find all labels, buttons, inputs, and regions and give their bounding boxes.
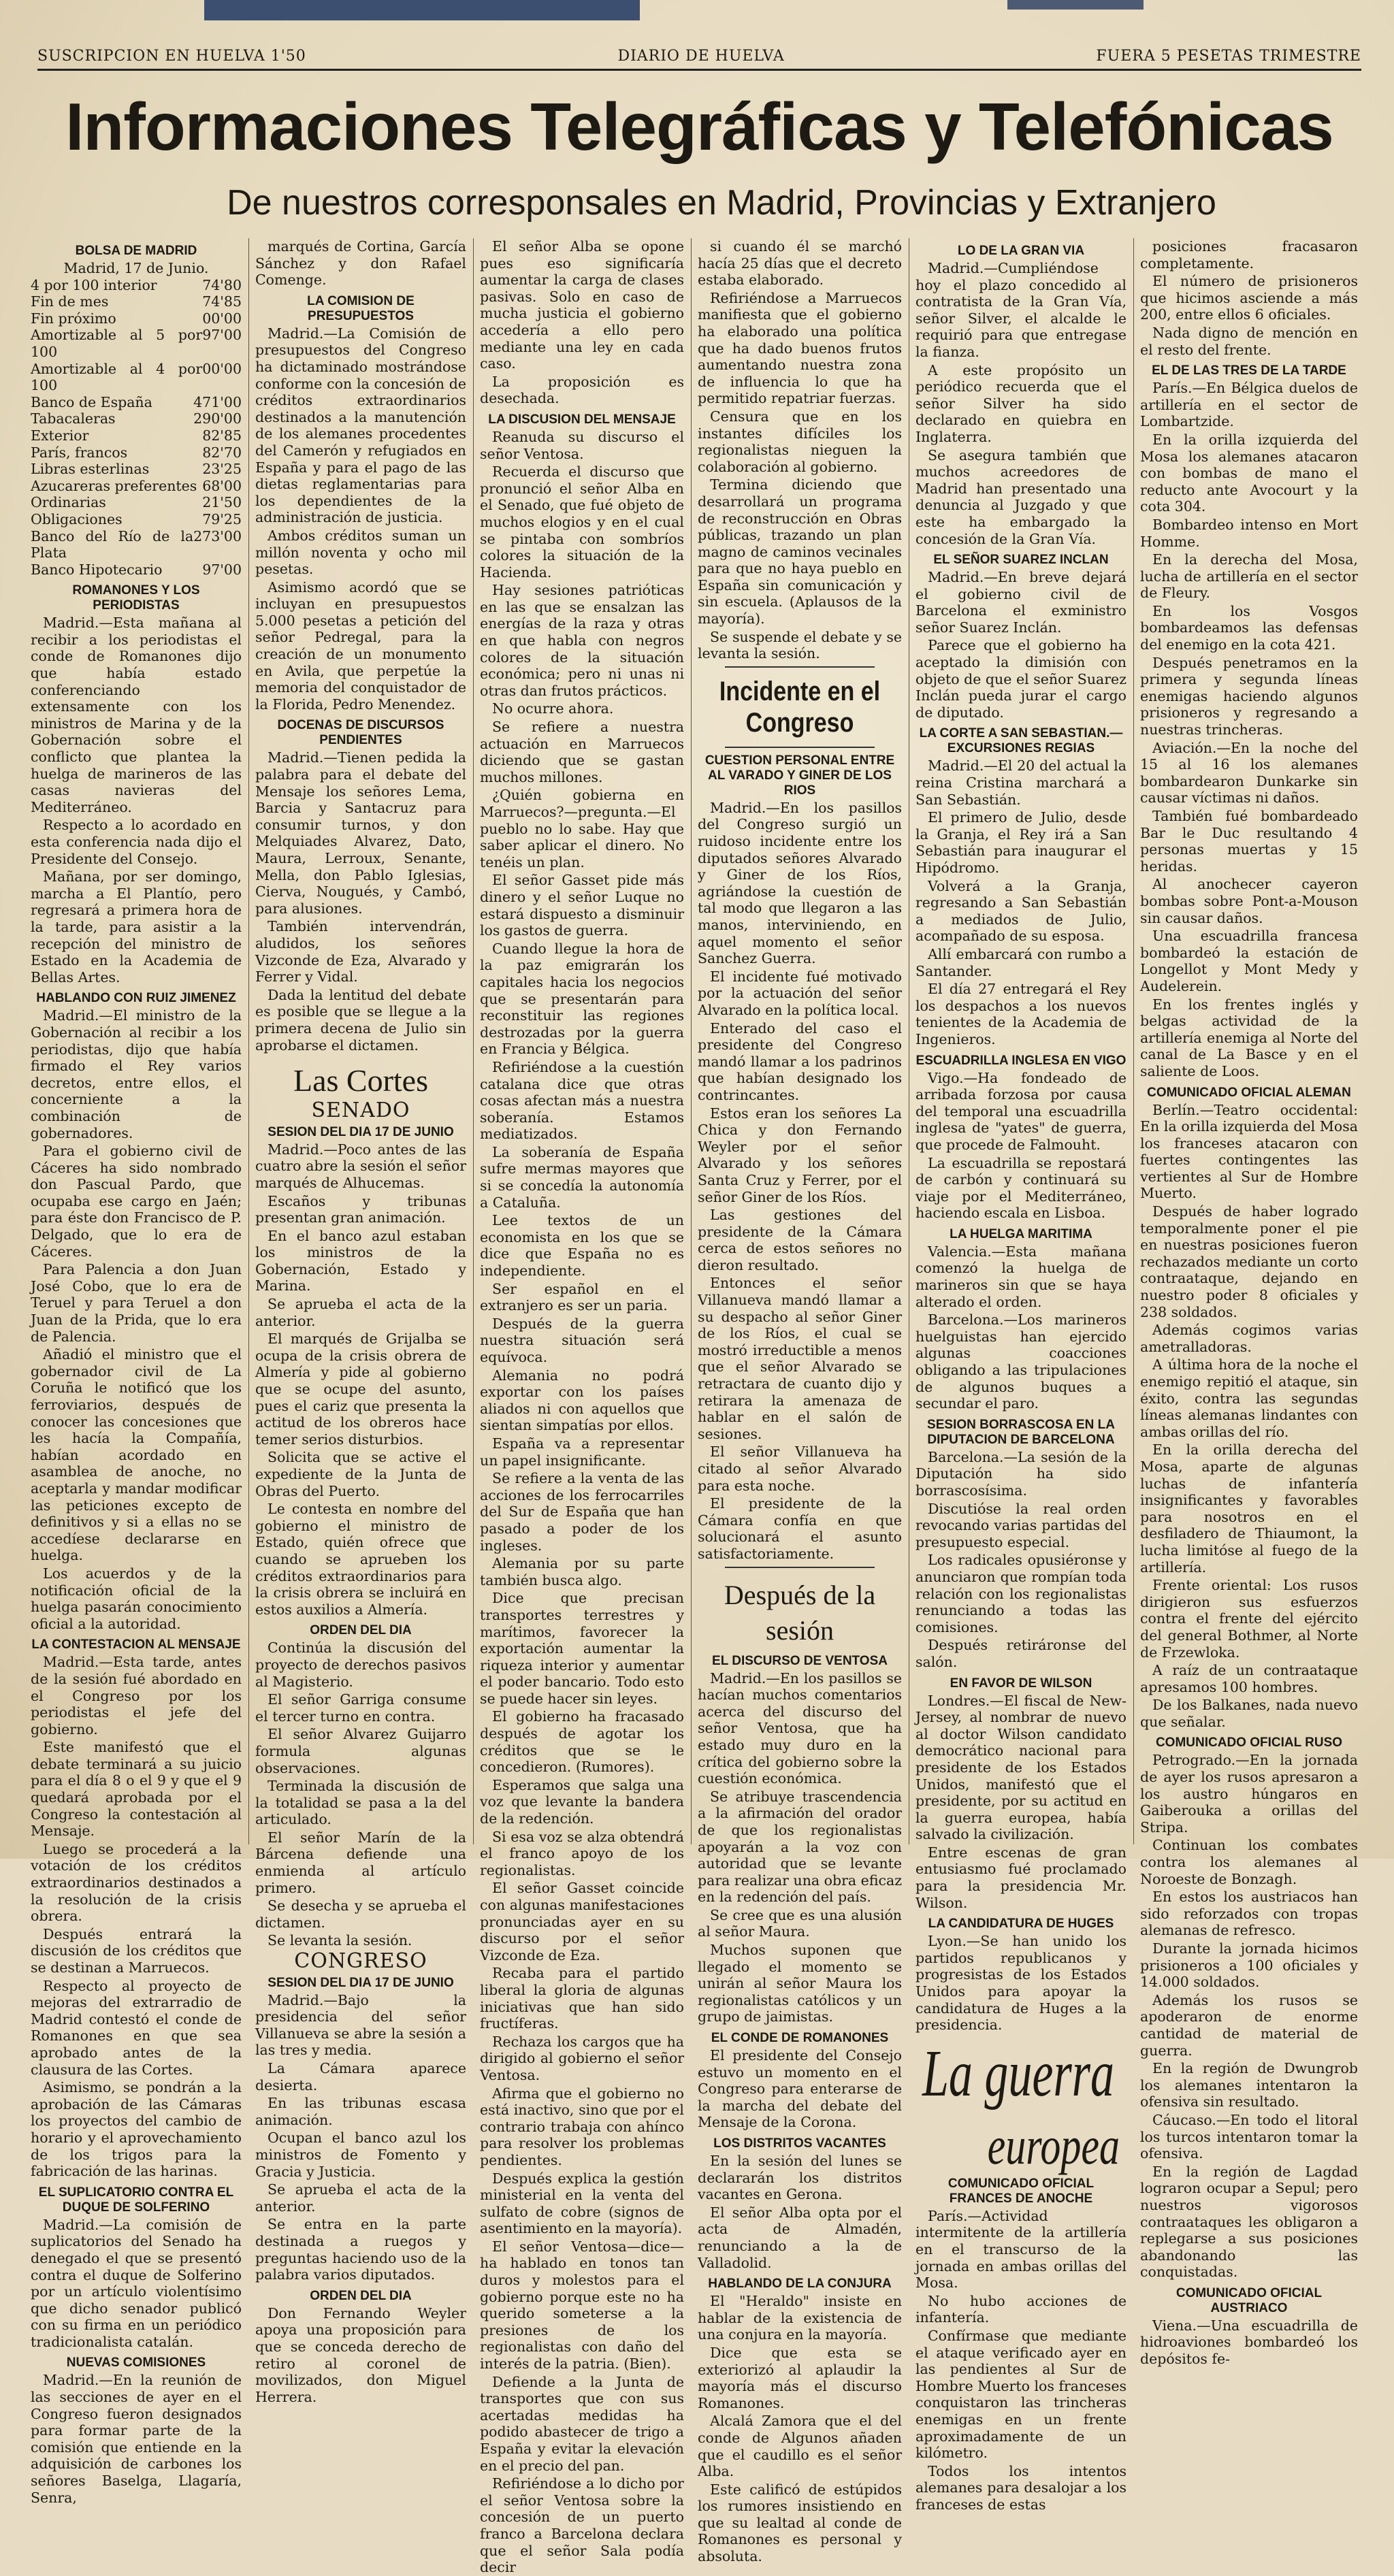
column-divider — [1133, 238, 1134, 1844]
section-title: ESCUADRILLA INGLESA EN VIGO — [915, 1053, 1126, 1068]
paragraph: Viena.—Una escuadrilla de hidroaviones bombardeó los depósitos fe- — [1140, 2317, 1358, 2368]
paragraph: Las gestiones del presidente de la Cámara cerca de estos señores no dieron resultado. — [698, 1207, 902, 1273]
paragraph: Asimismo acordó que se incluyan en presupuestos 5.000 pesetas a petición del señor Pedregal, para la creación de un monumento en Avila, que perpetúe la memoria del conquistador de la Florida, Pedro Menendez. — [255, 578, 466, 713]
stock-row — [31, 277, 242, 294]
paragraph: Si esa voz se alza obtendrá el franco apoyo de los regionalistas. — [480, 1828, 684, 1878]
incidente-heading: Incidente en el Congreso — [719, 676, 881, 738]
paragraph: marqués de Cortina, García Sánchez y don Rafael Comenge. — [255, 238, 466, 289]
paragraph: Confírmase que mediante el ataque verificado ayer en las pendientes al Sur de Hombre Muerto los franceses conquistaron las trincheras enemigas en un frente aproximadamente de un kilómetro. — [915, 2327, 1126, 2462]
paragraph: También intervendrán, aludidos, los señores Vizconde de Eza, Alvarado y Ferrer y Vidal. — [255, 918, 466, 985]
section-title: NUEVAS COMISIONES — [66, 2355, 206, 2370]
paragraph: El presidente de la Cámara confía en que solucionará el asunto satisfactoriamente. — [698, 1495, 902, 1562]
paragraph: El señor Alvarez Guijarro formula algunas observaciones. — [255, 1726, 466, 1776]
paragraph: Madrid.—Poco antes de las cuatro abre la sesión el señor marqués de Alhucemas. — [255, 1141, 466, 1191]
paragraph: En los frentes inglés y belgas actividad de la artillería enemiga al Norte del canal de La Basce y en el saliente de Loos. — [1140, 996, 1358, 1079]
section-title: EL DISCURSO DE VENTOSA — [712, 1653, 888, 1668]
paragraph: Madrid.—En los pasillos del Congreso surgió un ruidoso incidente entre los diputados señores Alvarado y Giner de los Ríos, agriándose la cuestión de tal modo que llegaron a las manos, interviniendo, en aquel momento el señor Sanchez Guerra. — [698, 799, 902, 967]
paragraph: La soberanía de España sufre mermas mayores que si se concedía la autonomía a Cataluña. — [480, 1143, 684, 1211]
senado-heading: SENADO — [311, 1098, 410, 1123]
article-body — [915, 1933, 1126, 2034]
paragraph: Después explica la gestión ministerial en la venta del sulfato de cobre (signos de asentimiento en la mayoría). — [480, 2170, 684, 2237]
column-5 — [915, 238, 1126, 2513]
paragraph: En la región de Lagdad lograron ocupar a Sepul; pero nuestros vigorosos contraataques les obligaron a replegarse a sus posiciones abandonando las conquistadas. — [1140, 2163, 1358, 2281]
article-body — [915, 260, 1126, 547]
stock-name: Tabacaleras — [31, 410, 116, 427]
article-body — [698, 2293, 902, 2565]
paragraph: Terminada la discusión de la totalidad se pasa a la del articulado. — [255, 1778, 466, 1828]
masthead — [37, 48, 1361, 71]
paragraph: El señor Villanueva ha citado al señor Alvarado para esta noche. — [698, 1444, 902, 1494]
section-title: EL SUPLICATORIO CONTRA EL DUQUE DE SOLFERINO — [38, 2185, 234, 2215]
paragraph: Lee textos de un economista en los que se dice que España no es independiente. — [480, 1212, 684, 1279]
section-title: EL SEÑOR SUAREZ INCLAN — [933, 553, 1109, 568]
section-title: COMUNICADO OFICIAL ALEMAN — [1147, 1085, 1351, 1100]
stock-name: Banco de España — [31, 393, 152, 410]
paragraph: Ocupan el banco azul los ministros de Fomento y Gracia y Justicia. — [255, 2130, 466, 2180]
paragraph: Vigo.—Ha fondeado de arribada forzosa por causa del temporal una escuadrilla inglesa de "yates" de guerra, que procede de Falmouht. — [915, 1069, 1126, 1153]
paragraph: Los acuerdos y de la notificación oficial de la huelga pasarán conocimiento oficial a la autoridad. — [31, 1565, 242, 1632]
article-body — [915, 1693, 1126, 1912]
paragraph: Al anochecer cayeron bombas sobre Pont-a-Mouson sin causar daños. — [1140, 876, 1358, 926]
stock-row — [31, 310, 242, 327]
paragraph: ¿Quién gobierna en Marruecos?—pregunta.—El pueblo no lo sabe. Hay que saber aplicar el dinero. No tenéis un plan. — [480, 787, 684, 870]
torn-edge — [204, 0, 640, 20]
paragraph: En las tribunas escasa animación. — [255, 2095, 466, 2128]
paragraph: El señor Gasset coincide con algunas manifestaciones pronunciadas ayer en su discurso por el señor Vizconde de Eza. — [480, 1880, 684, 1963]
paragraph: Termina diciendo que desarrollará un programa de reconstrucción en Obras públicas, trazando un plan magno de caminos vecinales para que no haya pueblo en España sin comunicación y sin escuela. (Aplausos de la mayoría). — [698, 476, 902, 627]
stock-name: París, francos — [31, 444, 128, 461]
section-title: CUESTION PERSONAL ENTRE AL VARADO Y GINER DE LOS RIOS — [704, 753, 895, 798]
article-body — [1140, 1102, 1358, 1731]
paragraph: De los Balkanes, nada nuevo que señalar. — [1140, 1697, 1358, 1730]
paragraph: Muchos suponen que llegado el momento se unirán al señor Maura los regionalistas católicos y un grupo de jaimistas. — [698, 1942, 902, 2025]
torn-edge — [1007, 0, 1144, 10]
paragraph: Este manifestó que el debate terminará a su juicio para el día 8 o el 9 y que el 9 quedará aprobada por el Congreso la contestación al Mensaje. — [31, 1739, 242, 1840]
paragraph: El señor Alba opta por el acta de Almadén, renunciando a la de Valladolid. — [698, 2204, 902, 2271]
section-title: ROMANONES Y LOS PERIODISTAS — [72, 583, 200, 613]
stock-value: 97'00 — [202, 561, 242, 578]
stock-value: 82'70 — [202, 444, 242, 461]
article-body — [255, 1141, 466, 1618]
article-body — [1140, 2317, 1358, 2368]
page-headline: Informaciones Telegráficas y Telefónicas — [65, 89, 1333, 164]
paragraph: Se aprueba el acta de la anterior. — [255, 1296, 466, 1329]
paragraph: Se cree que es una alusión al señor Maura. — [698, 1906, 902, 1940]
stock-row — [31, 327, 242, 360]
article-body — [1140, 380, 1358, 1079]
paragraph: El primero de Julio, desde la Granja, el Rey irá a San Sebastián para inaugurar el Hipódromo. — [915, 809, 1126, 876]
section-title: COMUNICADO OFICIAL AUSTRIACO — [1176, 2285, 1323, 2315]
stock-row — [31, 444, 242, 461]
section-title: DOCENAS DE DISCURSOS PENDIENTES — [277, 718, 444, 748]
article-body — [915, 2208, 1126, 2513]
page-subhead: De nuestros corresponsales en Madrid, Provincias y Extranjero — [227, 183, 1216, 223]
stock-name: Banco del Río de la Plata — [31, 527, 194, 561]
paragraph: Esperamos que salga una voz que levante la bandera de la redención. — [480, 1776, 684, 1827]
article-body — [255, 325, 466, 713]
paragraph: Madrid.—El ministro de la Gobernación al recibir a los periodistas, dijo que había firmado el Rey varios decretos, entre ellos, el concerniente a la combinación de gobernadores. — [31, 1007, 242, 1141]
paragraph: Para el gobierno civil de Cáceres ha sido nombrado don Pascual Pardo, que ocupaba ese cargo en Jaén; para éste don Francisco de P. Delgado, que lo era de Cáceres. — [31, 1143, 242, 1260]
stock-name: Azucareras preferentes — [31, 477, 197, 494]
paragraph: Allí embarcará con rumbo a Santander. — [915, 945, 1126, 979]
article-body — [698, 238, 902, 662]
section-title: LA COMISION DE PRESUPUESTOS — [307, 293, 415, 323]
section-title: HABLANDO CON RUIZ JIMENEZ — [36, 991, 236, 1006]
paragraph: Madrid.—La comisión de suplicatorios del Senado ha denegado el que se presentó contra el duque de Solferino por un artículo violentísimo que dicho senador publicó con su firma en un periódico tradicionalista catalán. — [31, 2216, 242, 2350]
paragraph: Refiriéndose a Marruecos manifiesta que el gobierno ha elaborado una política que ha dado buenos frutos aumentando nuestra zona de influencia lo que ha permitido repatriar fuerzas. — [698, 289, 902, 407]
paragraph: El señor Gasset pide más dinero y el señor Luque no estará dispuesto a disminuir los gastos de guerra. — [480, 872, 684, 939]
stock-value: 290'00 — [193, 410, 242, 427]
paragraph: Ambos créditos suman un millón noventa y ocho mil pesetas. — [255, 527, 466, 578]
column-divider — [248, 238, 249, 1844]
stock-value: 00'00 — [202, 310, 242, 327]
article-body — [255, 2305, 466, 2406]
stock-row — [31, 293, 242, 310]
column-divider — [473, 238, 474, 1844]
paragraph: El incidente fué motivado por la actuación del señor Alvarado en la política local. — [698, 968, 902, 1018]
paragraph: Rechaza los cargos que ha dirigido al gobierno el señor Ventosa. — [480, 2033, 684, 2083]
paragraph: España va a representar un papel insignificante. — [480, 1435, 684, 1469]
paragraph: Se suspende el debate y se levanta la sesión. — [698, 628, 902, 662]
paragraph: Se atribuye trascendencia a la afirmación del orador de que los regionalistas apoyarán a la voz con autoridad que se levante para realizar una obra eficaz en la redención del país. — [698, 1788, 902, 1906]
column-divider — [691, 238, 692, 1844]
stock-value: 21'50 — [202, 494, 242, 511]
paragraph: Respecto al proyecto de mejoras del extrarradio de Madrid contestó el conde de Romanones en que sea aprobado antes de la clausura de las Cortes. — [31, 1977, 242, 2078]
stock-name: Amortizable al 4 por 100 — [31, 360, 203, 394]
article-body — [31, 615, 242, 985]
paragraph: Madrid.—En la reunión de las secciones de ayer en el Congreso fueron designados para formar parte de la comisión que entiende en la adquisición de carbones los señores Baselga, Llagaría, Senra, — [31, 2372, 242, 2506]
column-6 — [1140, 238, 1358, 2368]
stock-row — [31, 394, 242, 411]
paragraph: Madrid.—Esta mañana al recibir a los periodistas el conde de Romanones dijo que había estado conferenciando extensamente con los ministros de Marina y de la Gobernación sobre el conflicto que plantea la huelga de marineros de las casas navieras del Mediterráneo. — [31, 615, 242, 815]
stock-value: 68'00 — [202, 477, 242, 494]
paragraph: París.—En Bélgica duelos de artillería en el sector de Lombartzide. — [1140, 380, 1358, 430]
section-title: SESION DEL DIA 17 DE JUNIO — [268, 1975, 454, 1990]
paragraph: Petrogrado.—En la jornada de ayer los rusos apresaron a los austro húngaros en Gaiberouka a orillas del Stripa. — [1140, 1752, 1358, 1836]
article-body — [255, 749, 466, 1054]
paragraph: Entonces el señor Villanueva mandó llamar a su despacho al señor Giner de los Ríos, el cual se mostró irreductible a menos que el señor Alvarado se retractara de cuanto dijo y retirara la amenaza de hablar en el salón de sesiones. — [698, 1275, 902, 1442]
paragraph: Lyon.—Se han unido los partidos republicanos y progresistas de los Estados Unidos para apoyar la candidatura de Huges a la presidencia. — [915, 1933, 1126, 2034]
paragraph: No ocurre ahora. — [492, 700, 614, 717]
paragraph: Nada digno de mención en el resto del frente. — [1140, 324, 1358, 358]
paragraph: Madrid.—Esta tarde, antes de la sesión fué abordado en el Congreso por los periodistas el jefe del gobierno. — [31, 1654, 242, 1738]
paragraph: Se levanta la sesión. — [268, 1932, 412, 1949]
divider — [725, 747, 875, 748]
paragraph: Añadió el ministro que el gobernador civil de La Coruña le notificó que los ferroviarios, después de conocer las concesiones que les hacía la Compañía, habían acordado en asamblea de anoche, no aceptarla y mandar modificar las peticiones excepto de definitivos y si a ellas no se accedíese declararse en huelga. — [31, 1346, 242, 1564]
paragraph: Madrid.—La Comisión de presupuestos del Congreso ha dictaminado mostrándose conforme con la concesión de créditos extraordinarios destinados a la manutención de los alemanes procedentes del Camerón y refugiados en España y para el pago de las dietas reglamentarias para los dependientes de la administración de justicia. — [255, 325, 466, 526]
section-title: BOLSA DE MADRID — [75, 244, 197, 258]
article-body — [1140, 238, 1358, 358]
paragraph: Madrid.—En los pasillos se hacían muchos comentarios acerca del discurso del señor Ventosa, que ha estado muy duro en la crítica del gobierno sobre la cuestión económica. — [698, 1669, 902, 1787]
stock-name: Obligaciones — [31, 510, 123, 527]
paragraph: Frente oriental: Los rusos dirigieron sus esfuerzos contra el frente del ejército del general Bothmer, al Norte de Frzewloka. — [1140, 1577, 1358, 1661]
article-body — [698, 800, 902, 1563]
article-body — [31, 1654, 242, 2179]
paragraph: En la región de Dwungrob los alemanes intentaron la ofensiva sin resultado. — [1140, 2060, 1358, 2110]
section-title: LA CORTE A SAN SEBASTIAN.—EXCURSIONES REGIAS — [919, 726, 1123, 756]
stock-row — [31, 511, 242, 528]
paragraph: El señor Ventosa—dice—ha hablado en tonos tan duros y molestos para el gobierno porque este no ha querido someterse a la presiones de los regionalistas con daño del interés de la patria. (Bien). — [480, 2238, 684, 2373]
paragraph: Se refiere a nuestra actuación en Marruecos diciendo que se gastan muchos millones. — [480, 719, 684, 785]
paragraph: Se refiere a la venta de las acciones de los ferrocarriles del Sur de España que han pasado a poder de los ingleses. — [480, 1470, 684, 1554]
paragraph: Dada la lentitud del debate es posible que se llegue a la primera decena de Julio sin aprobarse el dictamen. — [255, 986, 466, 1054]
stock-row — [31, 361, 242, 394]
column-4 — [698, 238, 902, 2565]
newspaper-name: DIARIO DE HUELVA — [617, 48, 785, 65]
article-body — [915, 757, 1126, 1047]
article-body — [915, 1243, 1126, 1412]
stock-name: Banco Hipotecario — [31, 561, 163, 578]
paragraph: Reanuda su discurso el señor Ventosa. — [480, 428, 684, 462]
section-title: LA HUELGA MARITIMA — [950, 1226, 1092, 1241]
paragraph: En la orilla izquierda del Mosa los alemanes atacaron con bombas de mano el reducto ante Avocourt y la cota 304. — [1140, 431, 1358, 515]
paragraph: Respecto a lo acordado en esta conferencia nada dijo el Presidente del Consejo. — [31, 817, 242, 867]
section-title: LA CANDIDATURA DE HUGES — [928, 1917, 1114, 1931]
section-title: COMUNICADO OFICIAL FRANCES DE ANOCHE — [947, 2176, 1095, 2206]
article-body — [1140, 1752, 1358, 2280]
section-title: ORDEN DEL DIA — [310, 2288, 412, 2303]
paragraph: También fué bombardeado Bar le Duc resultando 4 personas muertas y 15 heridas. — [1140, 808, 1358, 875]
paragraph: En la orilla derecha del Mosa, aparte de algunas luchas de infantería insignificantes y favorables para nosotros en el desfiladero de Thiaumont, la lucha limitóse al fuego de la artillería. — [1140, 1441, 1358, 1576]
article-body — [480, 238, 684, 407]
paragraph: Parece que el gobierno ha aceptado la dimisión con objeto de que el señor Suarez Inclán pueda jurar el cargo de diputado. — [915, 637, 1126, 721]
stock-row — [31, 478, 242, 495]
paragraph: Después retiráronse del salón. — [915, 1637, 1126, 1670]
paragraph: Para Palencia a don Juan José Cobo, que lo era de Teruel y para Teruel a don Juan de la Prida, que lo era de Palencia. — [31, 1261, 242, 1345]
stock-name: Exterior — [31, 427, 89, 444]
stock-row — [31, 410, 242, 427]
paragraph: Bombardeo intenso en Mort Homme. — [1140, 516, 1358, 550]
paragraph: Alemania no podrá exportar con los países aliados ni con aquellos que sientan simpatías por ellos. — [480, 1367, 684, 1434]
stock-value: 00'00 — [202, 360, 242, 377]
paragraph: Londres.—El fiscal de New-Jersey, al nombrar de nuevo al doctor Wilson candidato democrático nacional para presidente de los Estados Unidos, manifestó que el presidente, por su actitud en la guerra europea, había salvado la civilización. — [915, 1692, 1126, 1843]
cortes-heading: Las Cortes — [293, 1063, 428, 1098]
paragraph: A raíz de un contraataque apresamos 100 hombres. — [1140, 1662, 1358, 1695]
paragraph: París.—Actividad intermitente de la artillería en el transcurso de la jornada en ambas orillas del Mosa. — [915, 2207, 1126, 2292]
divider — [725, 666, 875, 668]
paragraph: Después penetramos en la primera y segunda líneas enemigas haciendo algunos prisioneros y regresando a nuestras trincheras. — [1140, 654, 1358, 738]
stock-value: 273'00 — [193, 527, 242, 544]
paragraph: Dice que precisan transportes terrestres y marítimos, favorecer la exportación aumentar la riqueza interior y aumentar el poder bancario. Todo esto se puede hacer sin leyes. — [480, 1590, 684, 1707]
stock-value: 23'25 — [202, 461, 242, 478]
paragraph: Ser español en el extranjero es ser un paria. — [480, 1280, 684, 1314]
column-3 — [480, 238, 684, 2576]
section-title: LO DE LA GRAN VIA — [957, 244, 1085, 258]
paragraph: Solicita que se active el expediente de la Junta de Obras del Puerto. — [255, 1449, 466, 1499]
paragraph: En la sesión del lunes se declararán los distritos vacantes en Gerona. — [698, 2153, 902, 2203]
article-body — [915, 569, 1126, 721]
paragraph: Continuan los combates contra los alemanes al Noroeste de Bonzagh. — [1140, 1837, 1358, 1887]
price-note: FUERA 5 PESETAS TRIMESTRE — [1096, 48, 1361, 65]
stock-row — [31, 494, 242, 511]
section-title: COMUNICADO OFICIAL RUSO — [1155, 1735, 1343, 1750]
paragraph: Madrid.—En breve dejará el gobierno civil de Barcelona el exministro señor Suarez Inclán. — [915, 569, 1126, 636]
paragraph: En la derecha del Mosa, lucha de artillería en el sector de Fleury. — [1140, 551, 1358, 602]
paragraph: Continúa la discusión del proyecto de derechos pasivos al Magisterio. — [255, 1640, 466, 1690]
paragraph: Este calificó de estúpidos los rumores insistiendo en que su lealtad al conde de Romanones es personal y absoluta. — [698, 2481, 902, 2565]
despues-heading: Después de la sesión — [724, 1579, 876, 1646]
paragraph: Afirma que el gobierno no está inactivo, sino que por el contrario trabaja con ahínco para resolver los problemas pendientes. — [480, 2085, 684, 2168]
paragraph: Después de haber logrado temporalmente poner el pie en nuestras posiciones fueron rechazados mediante un corto contraataque, dejando en nuestro poder 8 oficiales y 238 soldados. — [1140, 1203, 1358, 1320]
paragraph: Después de la guerra nuestra situación será equívoca. — [480, 1315, 684, 1365]
stock-row — [31, 528, 242, 561]
paragraph: El día 27 entregará el Rey los despachos a los nuevos tenientes de la Academia de Ingenieros. — [915, 981, 1126, 1047]
article-body — [698, 2047, 902, 2131]
paragraph: Entre escenas de gran entusiasmo fué proclamado para la presidencia Mr. Wilson. — [915, 1844, 1126, 1911]
paragraph: No hubo acciones de infantería. — [915, 2292, 1126, 2326]
paragraph: Se entra en la parte destinada a ruegos y preguntas haciendo uso de la palabra varios diputados. — [255, 2216, 466, 2283]
paragraph: Durante la jornada hicimos prisioneros a 100 oficiales y 14.000 soldados. — [1140, 1940, 1358, 1991]
paragraph: Asimismo, se pondrán a la aprobación de las Cámaras los proyectos del cambio de horario y el aprovechamiento de los trigos para la fabricación de las harinas. — [31, 2079, 242, 2180]
paragraph: si cuando él se marchó hacía 25 días que el decreto estaba elaborado. — [698, 238, 902, 289]
paragraph: En los Vosgos bombardeamos las defensas del enemigo en la cota 421. — [1140, 602, 1358, 653]
article-body — [31, 2217, 242, 2351]
paragraph: En estos los austriacos han sido reforzados con tropas alemanas de refresco. — [1140, 1889, 1358, 1939]
paragraph: A este propósito un periódico recuerda que el señor Silver ha sido declarado en quiebra en Inglaterra. — [915, 361, 1126, 445]
paragraph: La escuadrilla se repostará de carbón y continuará su viaje por el Mediterráneo, haciendo escala en Lisboa. — [915, 1154, 1126, 1222]
article-body — [698, 1670, 902, 2025]
paragraph: Todos los intentos alemanes para desalojar a los franceses de estas — [915, 2462, 1126, 2513]
paragraph: Hay sesiones patrióticas en las que se ensalzan las energías de la raza y otras en que habla con negros colores de la situación económica; pero ni unas ni otras dan frutos prácticos. — [480, 582, 684, 699]
stock-value: 74'80 — [202, 276, 242, 293]
paragraph: Recuerda el discurso que pronunció el señor Alba en el Senado, que fué objeto de muchos elogios y en el cual se pintaba con sombríos colores la situación de la Hacienda. — [480, 463, 684, 581]
paragraph: Refiriéndose a la cuestión catalana dice que otras cosas afectan más a nuestra soberanía. Estamos mediatizados. — [480, 1058, 684, 1143]
paragraph: Se aprueba el acta de la anterior. — [255, 2181, 466, 2215]
paragraph: El número de prisioneros que hicimos asciende a más 200, entre ellos 6 oficiales. — [1140, 273, 1358, 323]
paragraph: Le contesta en nombre del gobierno el ministro de Estado, quién ofrece que cuando se aprueben los créditos extraordinarios para la crisis obrera se incluirá en estos auxilios a Almería. — [255, 1501, 466, 1618]
paragraph: Se desecha y se aprueba el dictamen. — [255, 1897, 466, 1931]
dateline: Madrid, 17 de Junio. — [63, 260, 209, 276]
stock-name: Libras esterlinas — [31, 461, 150, 478]
stock-value: 79'25 — [202, 510, 242, 527]
paragraph: Luego se procederá a la votación de los créditos extraordinarios destinados a la resolución de la crisis obrera. — [31, 1840, 242, 1925]
subscription-note: SUSCRIPCION EN HUELVA 1'50 — [37, 48, 306, 65]
stock-name: Amortizable al 5 por 100 — [31, 327, 203, 360]
paragraph: Alcalá Zamora que el del conde de Algunos añaden que el caudillo es el señor Alba. — [698, 2413, 902, 2480]
paragraph: Enterado del caso el presidente del Congreso mandó llamar a los padrinos que habían designado los contrincantes. — [698, 1020, 902, 1103]
stock-name: Fin próximo — [31, 310, 116, 327]
paragraph: Después entrará la discusión de los créditos que se destinan a Marruecos. — [31, 1925, 242, 1976]
paragraph: El señor Garriga consume el tercer turno en contra. — [255, 1691, 466, 1725]
article-body — [31, 2372, 242, 2506]
article-body — [255, 1640, 466, 1949]
section-title: ORDEN DEL DIA — [310, 1623, 412, 1638]
paragraph: Estos eran los señores La Chica y don Fernando Weyler por el señor Alvarado y los señores Santa Cruz y Ferrer, por el señor Giner de los Ríos. — [698, 1105, 902, 1205]
article-body — [480, 429, 684, 2576]
paragraph: Además los rusos se apoderaron de enorme cantidad de material de guerra. — [1140, 1991, 1358, 2059]
section-title: LA CONTESTACION AL MENSAJE — [31, 1637, 241, 1652]
paragraph: Don Fernando Weyler apoya una proposición para que se conceda derecho de retiro al coronel de movilizados, don Miguel Herrera. — [255, 2304, 466, 2405]
stock-name: Fin de mes — [31, 293, 109, 310]
paragraph: Mañana, por ser domingo, marcha a El Plantío, pero regresará a primera hora de la tarde, para asistir a la recepción del ministro de Estado en la Academia de Bellas Artes. — [31, 868, 242, 985]
paragraph: Aviación.—En la noche del 15 al 16 los alemanes bombardearon Dunkarke sin causar víctimas ni daños. — [1140, 739, 1358, 806]
article-body — [31, 1007, 242, 1632]
paragraph: Berlín.—Teatro occidental: En la orilla izquierda del Mosa los franceses atacaron con fuertes contingentes las vertientes al Sur de Hombre Muerto. — [1140, 1101, 1358, 1202]
section-title: SESION BORRASCOSA EN LA DIPUTACION DE BARCELONA — [927, 1417, 1115, 1447]
congreso-heading: CONGRESO — [294, 1949, 427, 1974]
paragraph: A última hora de la noche el enemigo repitió el ataque, sin éxito, contra las segundas líneas alemanas lindantes con ambas orillas del río. — [1140, 1356, 1358, 1440]
paragraph: Escaños y tribunas presentan gran animación. — [255, 1192, 466, 1226]
divider — [725, 1567, 875, 1568]
paragraph: Barcelona.—La sesión de la Diputación ha sido borrascosísima. — [915, 1448, 1126, 1499]
paragraph: Se asegura también que muchos acreedores de Madrid han presentado una denuncia al Juzgado y que este ha embargado la concesión de la Gran Vía. — [915, 446, 1126, 547]
stock-value: 97'00 — [202, 327, 242, 344]
paragraph: Los radicales opusiéronse y anunciaron que rompían toda relación con los regionalistas renunciando a todas las comisiones. — [915, 1552, 1126, 1635]
article-body — [255, 1992, 466, 2283]
paragraph: Cáucaso.—En todo el litoral los turcos intentaron tomar la ofensiva. — [1140, 2111, 1358, 2162]
stock-list — [31, 277, 242, 578]
guerra-heading: La guerra — [922, 2037, 1114, 2111]
stock-name: 4 por 100 interior — [31, 276, 157, 293]
stock-value: 82'85 — [202, 427, 242, 444]
paragraph: Censura que en los instantes difíciles los regionalistas nieguen la colaboración al gobierno. — [698, 408, 902, 475]
paragraph: Madrid.—El 20 del actual la reina Cristina marchará a San Sebastián. — [915, 757, 1126, 808]
paragraph: El señor Alba se opone pues eso significaría aumentar la carga de clases pasivas. Solo en caso de mucha justicia el gobierno accedería a ello pero mediante una ley en cada caso. — [480, 238, 684, 372]
article-body — [698, 2153, 902, 2271]
paragraph: El "Heraldo" insiste en hablar de la existencia de una conjura en la mayoría. — [698, 2293, 902, 2343]
paragraph: Discutióse la real orden revocando varias partidas del presupuesto especial. — [915, 1500, 1126, 1550]
europea-heading: europea — [987, 2116, 1120, 2175]
paragraph: El gobierno ha fracasado después de agotar los créditos que se le concedieron. (Rumores). — [480, 1708, 684, 1776]
section-title: EL DE LAS TRES DE LA TARDE — [1152, 363, 1346, 378]
stock-row — [31, 427, 242, 444]
paragraph: En el banco azul estaban los ministros de la Gobernación, Estado y Marina. — [255, 1227, 466, 1294]
section-title: HABLANDO DE LA CONJURA — [708, 2277, 892, 2292]
paragraph: El presidente del Consejo estuvo un momento en el Congreso para enterarse de la marcha del debate del Mensaje de la Corona. — [698, 2047, 902, 2131]
paragraph: Dice que esta se exteriorizó al aplaudir la mayoría más el discurso Romanones. — [698, 2344, 902, 2411]
paragraph: El marqués de Grijalba se ocupa de la crisis obrera de Almería y pide al gobierno que se ocupe del asunto, pues el cariz que presenta la actitud de los obreros hace temer serios disturbios. — [255, 1331, 466, 1448]
section-title: LA DISCUSION DEL MENSAJE — [488, 412, 676, 427]
paragraph: Barcelona.—Los marineros huelguistas han ejercido algunas coacciones obligando a las tripulaciones de algunos buques a secundar el paro. — [915, 1311, 1126, 1412]
section-title: EL CONDE DE ROMANONES — [711, 2031, 889, 2046]
paragraph: Recaba para el partido liberal la gloria de algunas iniciativas que han sido fructíferas. — [480, 1965, 684, 2032]
section-title: SESION DEL DIA 17 DE JUNIO — [268, 1124, 454, 1139]
section-title: LOS DISTRITOS VACANTES — [713, 2136, 886, 2151]
article-body — [915, 1070, 1126, 1222]
stock-value: 471'00 — [193, 393, 242, 410]
paragraph: Defiende a la Junta de transportes que con sus acertadas medidas ha podido abastecer de trigo a España y evitar la elevación en el precio del pan. — [480, 2373, 684, 2474]
paragraph: Alemania por su parte también busca algo. — [480, 1555, 684, 1588]
paragraph: Madrid.—Bajo la presidencia del señor Villanueva se abre la sesión a las tres y media. — [255, 1991, 466, 2059]
column-1 — [31, 238, 242, 2506]
paragraph: Volverá a la Granja, regresando a San Sebastián a mediados de Julio, acompañado de su esposa. — [915, 877, 1126, 945]
paragraph: Refiriéndose a lo dicho por el señor Ventosa sobre la concesión de un puerto franco a Barcelona declara que el señor Sala podía decir — [480, 2475, 684, 2576]
paragraph: Madrid.—Cumpliéndose hoy el plazo concedido al contratista de la Gran Vía, señor Silver, el alcalde le requirió para que entregase la fianza. — [915, 260, 1126, 360]
paragraph: Valencia.—Esta mañana comenzó la huelga de marineros sin que se haya alterado el orden. — [915, 1243, 1126, 1310]
stock-name: Ordinarias — [31, 494, 106, 511]
paragraph: La proposición es desechada. — [480, 373, 684, 407]
paragraph: posiciones fracasaron completamente. — [1140, 238, 1358, 272]
column-2 — [255, 238, 466, 2405]
stock-row — [31, 461, 242, 478]
paragraph: Además cogimos varias ametralladoras. — [1140, 1322, 1358, 1355]
paragraph: La Cámara aparece desierta. — [255, 2060, 466, 2093]
paragraph: Cuando llegue la hora de la paz emigrarán los capitales hacia los negocios que se presentarán para reconstituir las regiones destrozadas por la guerra en Francia y Bélgica. — [480, 940, 684, 1058]
stock-row — [31, 561, 242, 578]
paragraph: Una escuadrilla francesa bombardeó la estación de Longellot y Mont Medy y Audelerein. — [1140, 928, 1358, 994]
article-body — [915, 1449, 1126, 1671]
stock-value: 74'85 — [202, 293, 242, 310]
paragraph: El señor Marín de la Bárcena defiende una enmienda al artículo primero. — [255, 1829, 466, 1896]
section-title: EN FAVOR DE WILSON — [950, 1676, 1092, 1691]
paragraph: Madrid.—Tienen pedida la palabra para el debate del Mensaje los señores Lema, Barcia y Santacruz para consumir turnos, y don Melquiades Alvarez, Dato, Maura, Lerroux, Senante, Mella, don Pablo Iglesias, Cierva, Nougués, y Cambó, para alusiones. — [255, 749, 466, 917]
